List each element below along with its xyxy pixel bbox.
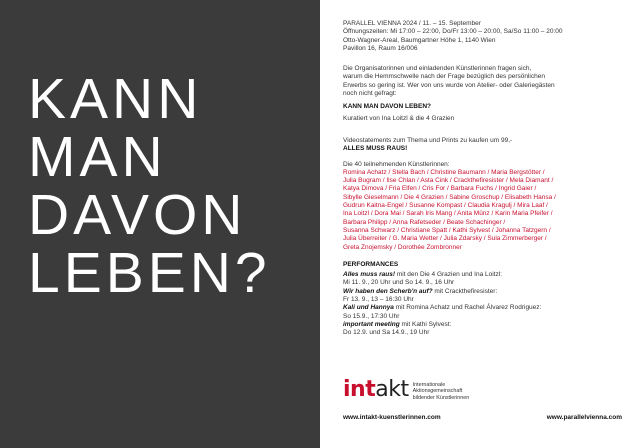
headline-line-1: KANN <box>28 67 203 131</box>
performance-time: So 15.9., 17:30 Uhr <box>343 312 400 320</box>
artist-line: Ina Loitzl / Dora Mai / Sarah Iris Mang / Anita Münz / Karin Maria Pfeifer / <box>343 210 553 218</box>
performance-desc: mit Crackthefiresister: <box>432 287 498 295</box>
performance-desc: mit Romina Achatz und Rachel Álvarez Rodriguez: <box>393 304 542 312</box>
performance-name: important meeting <box>343 320 400 328</box>
headline <box>28 67 271 305</box>
intakt-url-link[interactable]: www.intakt-kuenstlerinnen.com <box>343 414 441 421</box>
info-column <box>343 20 628 338</box>
artists-title: Die 40 teilnehmenden Künstlerinnen: <box>343 160 450 168</box>
event-line-3: Otto-Wagner-Areal, Baumgartner Höhe 1, 1140 Wien <box>343 36 496 44</box>
logo-word-red: int <box>343 377 376 402</box>
performance-item <box>343 288 628 296</box>
performance-time: Mi 11. 9., 20 Uhr und So 14. 9., 16 Uhr <box>343 279 455 287</box>
artist-line: Barbara Philipp / Anna Rafetseder / Beate Schachinger / <box>343 218 506 226</box>
headline-line-2: MAN <box>28 125 167 189</box>
performance-item <box>343 271 628 279</box>
video-line-2: ALLES MUSS RAUS! <box>343 145 408 153</box>
performance-item <box>343 321 628 329</box>
performance-time: Fr 13. 9., 13 – 16:30 Uhr <box>343 296 414 304</box>
intro-line-1: Die Organisatorinnen und einladenden Künstlerinnen fragen sich, <box>343 65 532 73</box>
logo-wordmark <box>343 379 409 401</box>
performance-desc: mit Kathi Sylvest: <box>399 320 452 328</box>
artist-line: Gudrun Kaitna-Engel / Susanne Kompast / Claudia Kragulj / Mira Laaf / <box>343 202 548 210</box>
logo-sub-line: bildender Künstlerinnen <box>412 394 470 401</box>
artist-line: Sibylle Gieselmann / Die 4 Grazien / Sabine Groschup / Elisabeth Hansa / <box>343 193 556 201</box>
artist-line: Julia Bugram / Ilse Chlan / Asta Cink / Crackthefiresister / Mela Diamant / <box>343 177 554 185</box>
headline-line-4: LEBEN? <box>28 241 271 305</box>
artist-line: Greta Znojemsky / Dorothée Zombronner <box>343 243 462 251</box>
event-line-1: PARALLEL VIENNA 2024 / 11. – 15. September <box>343 20 481 27</box>
logo-word-dark: akt <box>375 377 409 402</box>
intro-line-4: noch nicht gefragt: <box>343 90 397 98</box>
parallelvienna-url-link[interactable]: www.parallelvienna.com <box>546 414 622 421</box>
performance-name: Alles muss raus! <box>343 271 396 279</box>
performance-name: Kali und Hannya <box>343 304 394 312</box>
event-line-2: Öffnungszeiten: Mi 17:00 – 22:00, Do/Fr 13:00 – 20:00, Sa/So 11:00 – 20:00 <box>343 28 563 36</box>
intakt-logo <box>343 379 469 401</box>
intro-line-2: warum die Hemmschwelle nach der Frage bezüglich des persönlichen <box>343 73 545 81</box>
logo-subtitle <box>413 382 470 401</box>
logo-sub-line: Internationale <box>412 382 446 388</box>
artist-list <box>343 169 628 252</box>
artist-line: Susanna Schwarz / Christiane Spatt / Kathi Sylvest / Johanna Tatzgern / <box>343 226 551 234</box>
performances-title: PERFORMANCES <box>343 260 399 268</box>
question: KANN MAN DAVON LEBEN? <box>343 103 431 111</box>
artist-line: Romina Achatz / Stella Bach / Christine Baumann / Maria Bergstötter / <box>343 168 545 176</box>
intro-line-3: Erwerbs so gering ist. Wer von uns wurde von Atelier- oder Galeriegästen <box>343 81 555 89</box>
artist-line: Julia Überreiter / G. Maria Wetter / Julia Zdarsky / Sula Zimmerberger / <box>343 235 547 243</box>
artist-line: Katya Dimova / Fria Elfen / Cris For / Barbara Fuchs / Ingrid Gaier / <box>343 185 537 193</box>
video-line-1: Videostatements zum Thema und Prints zu kaufen um 99,- <box>343 136 513 144</box>
event-line-4: Pavillon 16, Raum 16/006 <box>343 44 418 52</box>
performance-desc: mit den Die 4 Grazien und Ina Loitzl: <box>395 271 502 279</box>
curated-by: Kuratiert von Ina Loitzl & die 4 Grazien <box>343 114 455 122</box>
headline-line-3: DAVON <box>28 183 247 247</box>
logo-sub-line: Aktionsgemeinschaft <box>412 388 463 395</box>
performance-item <box>343 304 628 312</box>
performance-time: Do 12.9. und Sa 14.9., 19 Uhr <box>343 329 430 337</box>
performance-name: Wir haben den Scherb'n auf? <box>343 287 433 295</box>
